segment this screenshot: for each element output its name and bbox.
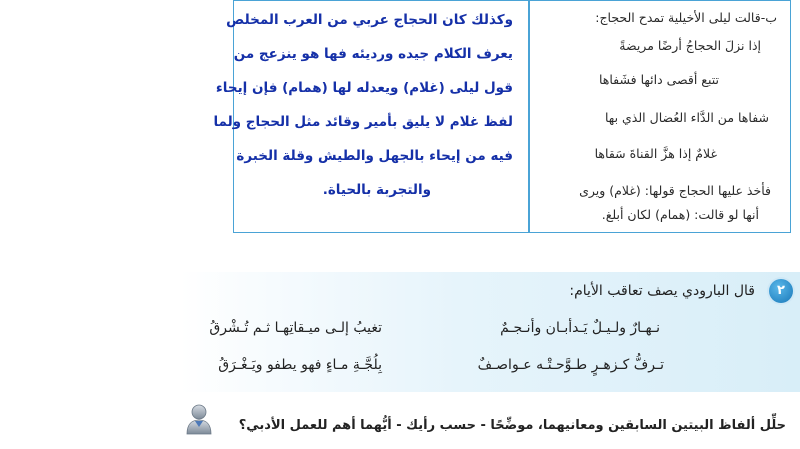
number-badge: ٢: [769, 279, 793, 303]
commentary-line: فأخذ عليها الحجاج قولها: (غلام) ويرى: [579, 183, 771, 198]
poem-line: ب-قالت ليلى الأخيلية تمدح الحجاج:: [595, 10, 777, 25]
verse-1-sadr: نـهـارٌ ولـيـلٌ يَـدأبـان وأنـجـمٌ: [500, 320, 660, 336]
commentary-line: أنها لو قالت: (همام) لكان أبلغ.: [601, 207, 759, 222]
user-icon: [184, 402, 214, 436]
poem-line: إذا نزلَ الحجاجُ أرضًا مريضةً: [619, 38, 761, 53]
poem-line: تتبع أقصى دائها فشَفاها: [598, 72, 719, 87]
poem-column: [531, 0, 789, 232]
answer-line: فيه من إيحاء بالجهل والطيش وقلة الخبرة: [236, 148, 513, 164]
answer-line: والتجربة بالحياة.: [322, 182, 431, 198]
answer-line: يعرف الكلام جيده ورديئه فها هو ينزعج من: [233, 46, 513, 62]
poem-line: شفاها من الدَّاء العُضال الذي بها: [605, 110, 769, 125]
answer-line: لفظ غلام لا يليق بأمير وقائد مثل الحجاج ولما: [213, 114, 513, 130]
verse-1-ajz: تغيبُ إلـى ميـقاتِهـا ثـم تُـشْرقُ: [209, 320, 382, 336]
task-instruction: حلِّل ألفاظ البيتين السابقين ومعانيهما، موضِّحًا - حسب رأيك - أيُّهما أهم للعمل الأدبي؟: [238, 418, 786, 433]
poem-line: غلامٌ إذا هزَّ القناةَ سَقاها: [594, 146, 717, 161]
answer-line: وكذلك كان الحجاج عربي من العرب المخلص: [226, 12, 513, 28]
verse-2-sadr: تـرفُّ كـزهـرٍ طـوَّحـتْـه عـواصـفٌ: [477, 357, 664, 373]
verse-2-ajz: بِلُجَّـةِ مـاءٍ فهو يطفو ويَـغْـرَقُ: [218, 357, 382, 373]
column-divider: [528, 0, 530, 233]
answer-column: [213, 0, 527, 232]
question-intro: قال البارودي يصف تعاقب الأيام:: [569, 283, 755, 299]
answer-line: قول ليلى (غلام) ويعدله لها (همام) فإن إيحاء: [215, 80, 513, 96]
